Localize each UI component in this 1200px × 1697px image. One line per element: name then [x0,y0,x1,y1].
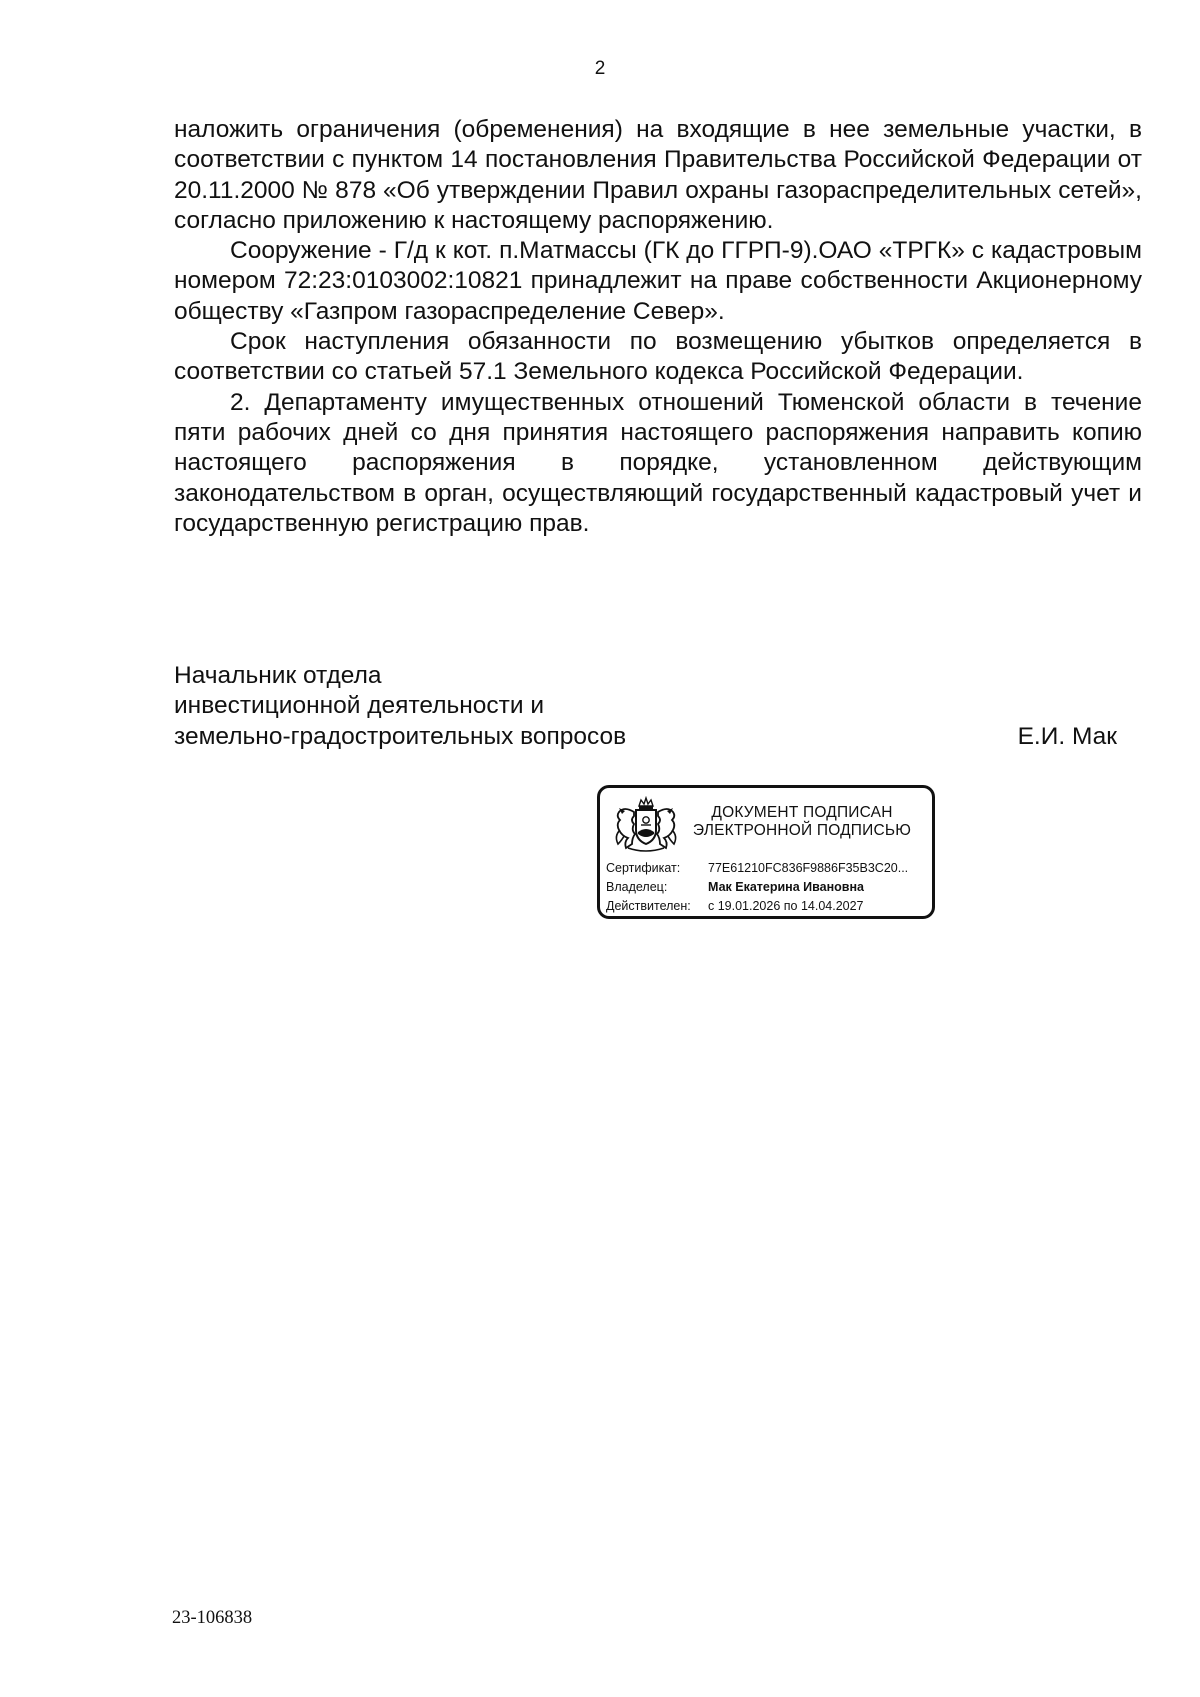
signatory-name: Е.И. Мак [1017,722,1117,750]
certificate-label: Сертификат: [606,861,681,875]
paragraph-compensation-term: Срок наступления обязанности по возмещению убытков определяется в соответствии со статьей 57.1 Земельного кодекса Российской Федерации. [174,328,1142,386]
signatory-position-line-1: Начальник отдела [174,662,382,689]
stamp-title-line-1: ДОКУМЕНТ ПОДПИСАН [711,804,893,821]
stamp-certificate-row [606,860,908,876]
certificate-value: 77E61210FC836F9886F35B3C20... [708,861,909,875]
paragraph-item-2: 2. Департаменту имущественных отношений Тюменской области в течение пяти рабочих дней со дня принятия настоящего распоряжения направить копию настоящего распоряжения в порядке, установленном действующим законодательством в орган, осуществляющий государственный кадастровый учет и государственную регистрацию прав. [174,388,1142,537]
stamp-title [684,804,920,840]
paragraph-structure-ownership: Сооружение - Г/д к кот. п.Матмассы (ГК до ГГРП-9).ОАО «ТРГК» с кадастровым номером 72:23:0103002:10821 принадлежит на праве собственности Акционерному обществу «Газпром газораспределение Север». [174,237,1142,325]
page-number: 2 [594,58,606,79]
signature-block [174,661,1142,752]
validity-label: Действителен: [606,899,691,913]
electronic-signature-stamp [597,785,935,919]
document-code: 23-106838 [172,1608,253,1628]
coat-of-arms-icon [610,796,682,856]
validity-value: с 19.01.2026 по 14.04.2027 [708,899,864,913]
owner-value: Мак Екатерина Ивановна [708,880,864,894]
document-body [174,115,1142,539]
signatory-position-line-2: инвестиционной деятельности и [174,692,545,720]
stamp-title-line-2: ЭЛЕКТРОННОЙ ПОДПИСЬЮ [692,822,912,839]
signatory-position-line-3: земельно-градостроительных вопросов [174,722,627,750]
stamp-validity-row [606,898,864,914]
owner-label: Владелец: [606,880,668,894]
paragraph-restrictions: наложить ограничения (обременения) на входящие в нее земельные участки, в соответствии с пунктом 14 постановления Правительства Российской Федерации от 20.11.2000 № 878 «Об утверждении Правил охраны газораспределительных сетей», согласно приложению к настоящему распоряжению. [174,116,1142,234]
stamp-owner-row [606,879,864,895]
